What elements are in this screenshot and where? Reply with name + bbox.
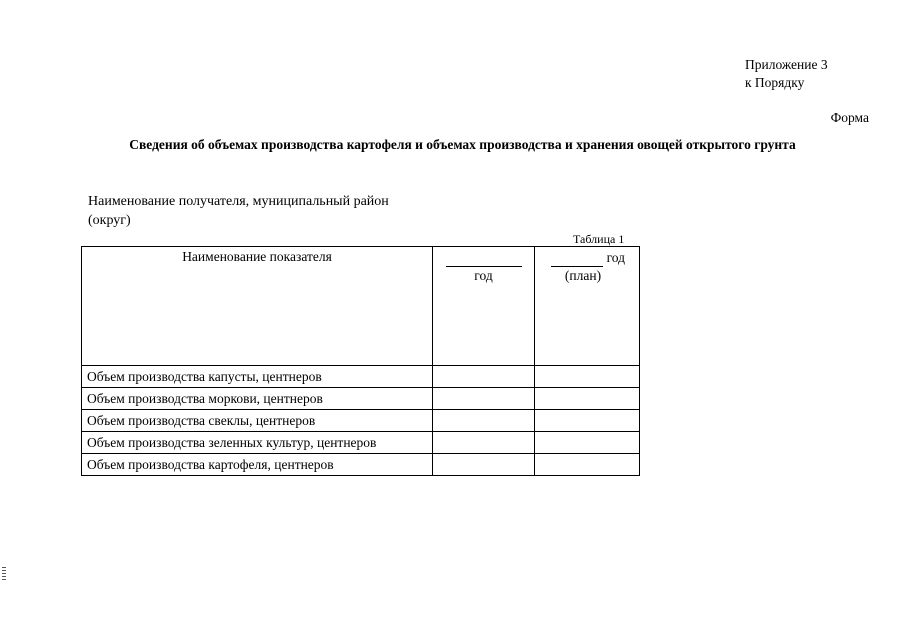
plan-year-blank-line	[551, 254, 603, 267]
row-plan-cell[interactable]	[535, 454, 640, 476]
recipient-caption	[88, 192, 389, 230]
table-row	[82, 366, 640, 388]
recipient-line-1: Наименование получателя, муниципальный район	[88, 194, 389, 209]
table-header-row	[82, 247, 640, 366]
header-cell-plan-year	[535, 247, 640, 366]
year-blank-line	[446, 254, 522, 267]
row-year-cell[interactable]	[433, 388, 535, 410]
appendix-order: к Порядку	[745, 75, 805, 90]
row-label: Объем производства капусты, центнеров	[82, 366, 433, 388]
recipient-line-2: (округ)	[88, 213, 131, 228]
data-table	[81, 246, 640, 476]
header-plan-note: (план)	[564, 268, 602, 283]
row-label: Объем производства картофеля, центнеров	[82, 454, 433, 476]
header-cell-year	[433, 247, 535, 366]
header-cell-indicator	[82, 247, 433, 366]
row-plan-cell[interactable]	[535, 432, 640, 454]
table-number: Таблица 1	[573, 232, 625, 246]
appendix-number: Приложение 3	[745, 57, 828, 72]
header-plan-year-label: год	[606, 250, 625, 265]
header-indicator-label: Наименование показателя	[182, 249, 332, 264]
row-year-cell[interactable]	[433, 410, 535, 432]
form-label: Форма	[830, 110, 869, 125]
table-row	[82, 432, 640, 454]
table-row	[82, 454, 640, 476]
appendix-reference	[745, 56, 828, 92]
table-row	[82, 388, 640, 410]
scan-artifact-marks	[2, 567, 6, 582]
document-title: Сведения об объемах производства картофеля и объемах производства и хранения овощей открытого грунта	[129, 137, 796, 152]
row-year-cell[interactable]	[433, 454, 535, 476]
row-plan-cell[interactable]	[535, 388, 640, 410]
table-row	[82, 410, 640, 432]
row-label: Объем производства моркови, центнеров	[82, 388, 433, 410]
row-year-cell[interactable]	[433, 432, 535, 454]
header-year-label: год	[474, 268, 493, 283]
row-plan-cell[interactable]	[535, 366, 640, 388]
row-year-cell[interactable]	[433, 366, 535, 388]
row-label: Объем производства свеклы, центнеров	[82, 410, 433, 432]
row-label: Объем производства зеленных культур, центнеров	[82, 432, 433, 454]
row-plan-cell[interactable]	[535, 410, 640, 432]
